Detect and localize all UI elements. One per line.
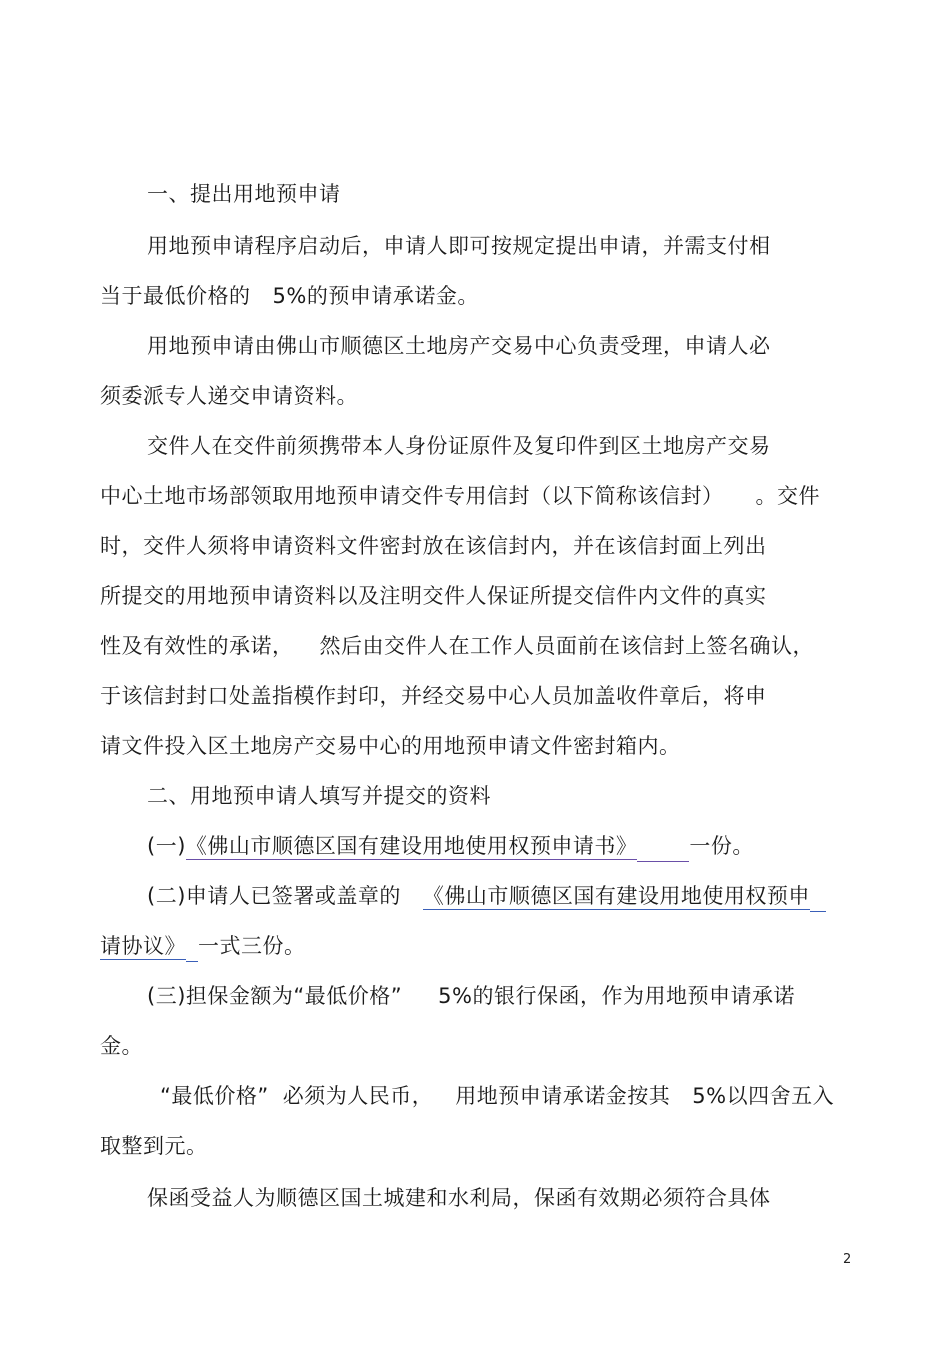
text-segment: 必须为人民币， <box>282 1084 434 1108</box>
paragraph-4-line-1 <box>160 1082 834 1110</box>
list-item-3-line-1 <box>147 982 795 1010</box>
item-suffix: 一式三份。 <box>198 934 306 958</box>
paragraph-1-line-1: 用地预申请程序启动后，申请人即可按规定提出申请，并需支付相 <box>147 234 771 258</box>
paragraph-3-line-7: 请文件投入区土地房产交易中心的用地预申请文件密封箱内。 <box>100 734 681 758</box>
paragraph-3-line-1: 交件人在交件前须携带本人身份证原件及复印件到区土地房产交易 <box>147 434 771 458</box>
list-item-1 <box>147 832 754 862</box>
item-suffix: 一份。 <box>689 834 754 858</box>
item-prefix: (一) <box>147 834 186 858</box>
paragraph-5-line-1: 保函受益人为顺德区国土城建和水利局，保函有效期必须符合具体 <box>147 1186 771 1210</box>
list-item-3-line-2: 金。 <box>100 1034 143 1058</box>
heading-section-2: 二、用地预申请人填写并提交的资料 <box>147 784 491 808</box>
paragraph-3-line-6: 于该信封封口处盖指模作封印，并经交易中心人员加盖收件章后，将申 <box>100 684 767 708</box>
text-segment: 当于最低价格的 <box>100 284 251 308</box>
link-underline-extension <box>637 832 689 862</box>
agreement-title-link-continued[interactable]: 请协议》 <box>100 934 186 958</box>
text-segment: 5%以四舍五入 <box>692 1084 835 1108</box>
paragraph-1-line-2 <box>100 282 479 310</box>
paragraph-3-line-2 <box>100 482 820 510</box>
paragraph-4-line-2: 取整到元。 <box>100 1134 208 1158</box>
text-segment: (三)担保金额为“最低价格” <box>147 984 403 1008</box>
text-segment: 5%的银行保函，作为用地预申请承诺 <box>438 984 795 1008</box>
document-title-link[interactable]: 《佛山市顺德区国有建设用地使用权预申请书》 <box>185 834 638 858</box>
link-underline-extension <box>186 932 198 962</box>
text-segment: 然后由交件人在工作人员面前在该信封上签名确认， <box>319 634 814 658</box>
paragraph-3-line-4: 所提交的用地预申请资料以及注明交件人保证所提交信件内文件的真实 <box>100 584 767 608</box>
heading-section-1: 一、提出用地预申请 <box>147 182 341 206</box>
text-segment: 性及有效性的承诺， <box>100 634 294 658</box>
text-segment: 。交件 <box>755 484 820 508</box>
item-prefix: (二)申请人已签署或盖章的 <box>147 884 401 908</box>
link-underline-extension <box>810 882 826 912</box>
text-segment: 5%的预申请承诺金。 <box>272 284 479 308</box>
page-number: 2 <box>843 1252 852 1267</box>
text-segment: “最低价格” <box>160 1084 269 1108</box>
paragraph-3-line-5 <box>100 632 814 660</box>
text-segment: 用地预申请承诺金按其 <box>455 1084 671 1108</box>
agreement-title-link[interactable]: 《佛山市顺德区国有建设用地使用权预申 <box>422 884 810 908</box>
list-item-2-line-2 <box>100 932 306 962</box>
text-segment: 中心土地市场部领取用地预申请交件专用信封（以下简称该信封） <box>100 484 724 508</box>
paragraph-2-line-1: 用地预申请由佛山市顺德区土地房产交易中心负责受理，申请人必 <box>147 334 771 358</box>
paragraph-2-line-2: 须委派专人递交申请资料。 <box>100 384 358 408</box>
paragraph-3-line-3: 时，交件人须将申请资料文件密封放在该信封内，并在该信封面上列出 <box>100 534 767 558</box>
list-item-2-line-1 <box>147 882 826 912</box>
